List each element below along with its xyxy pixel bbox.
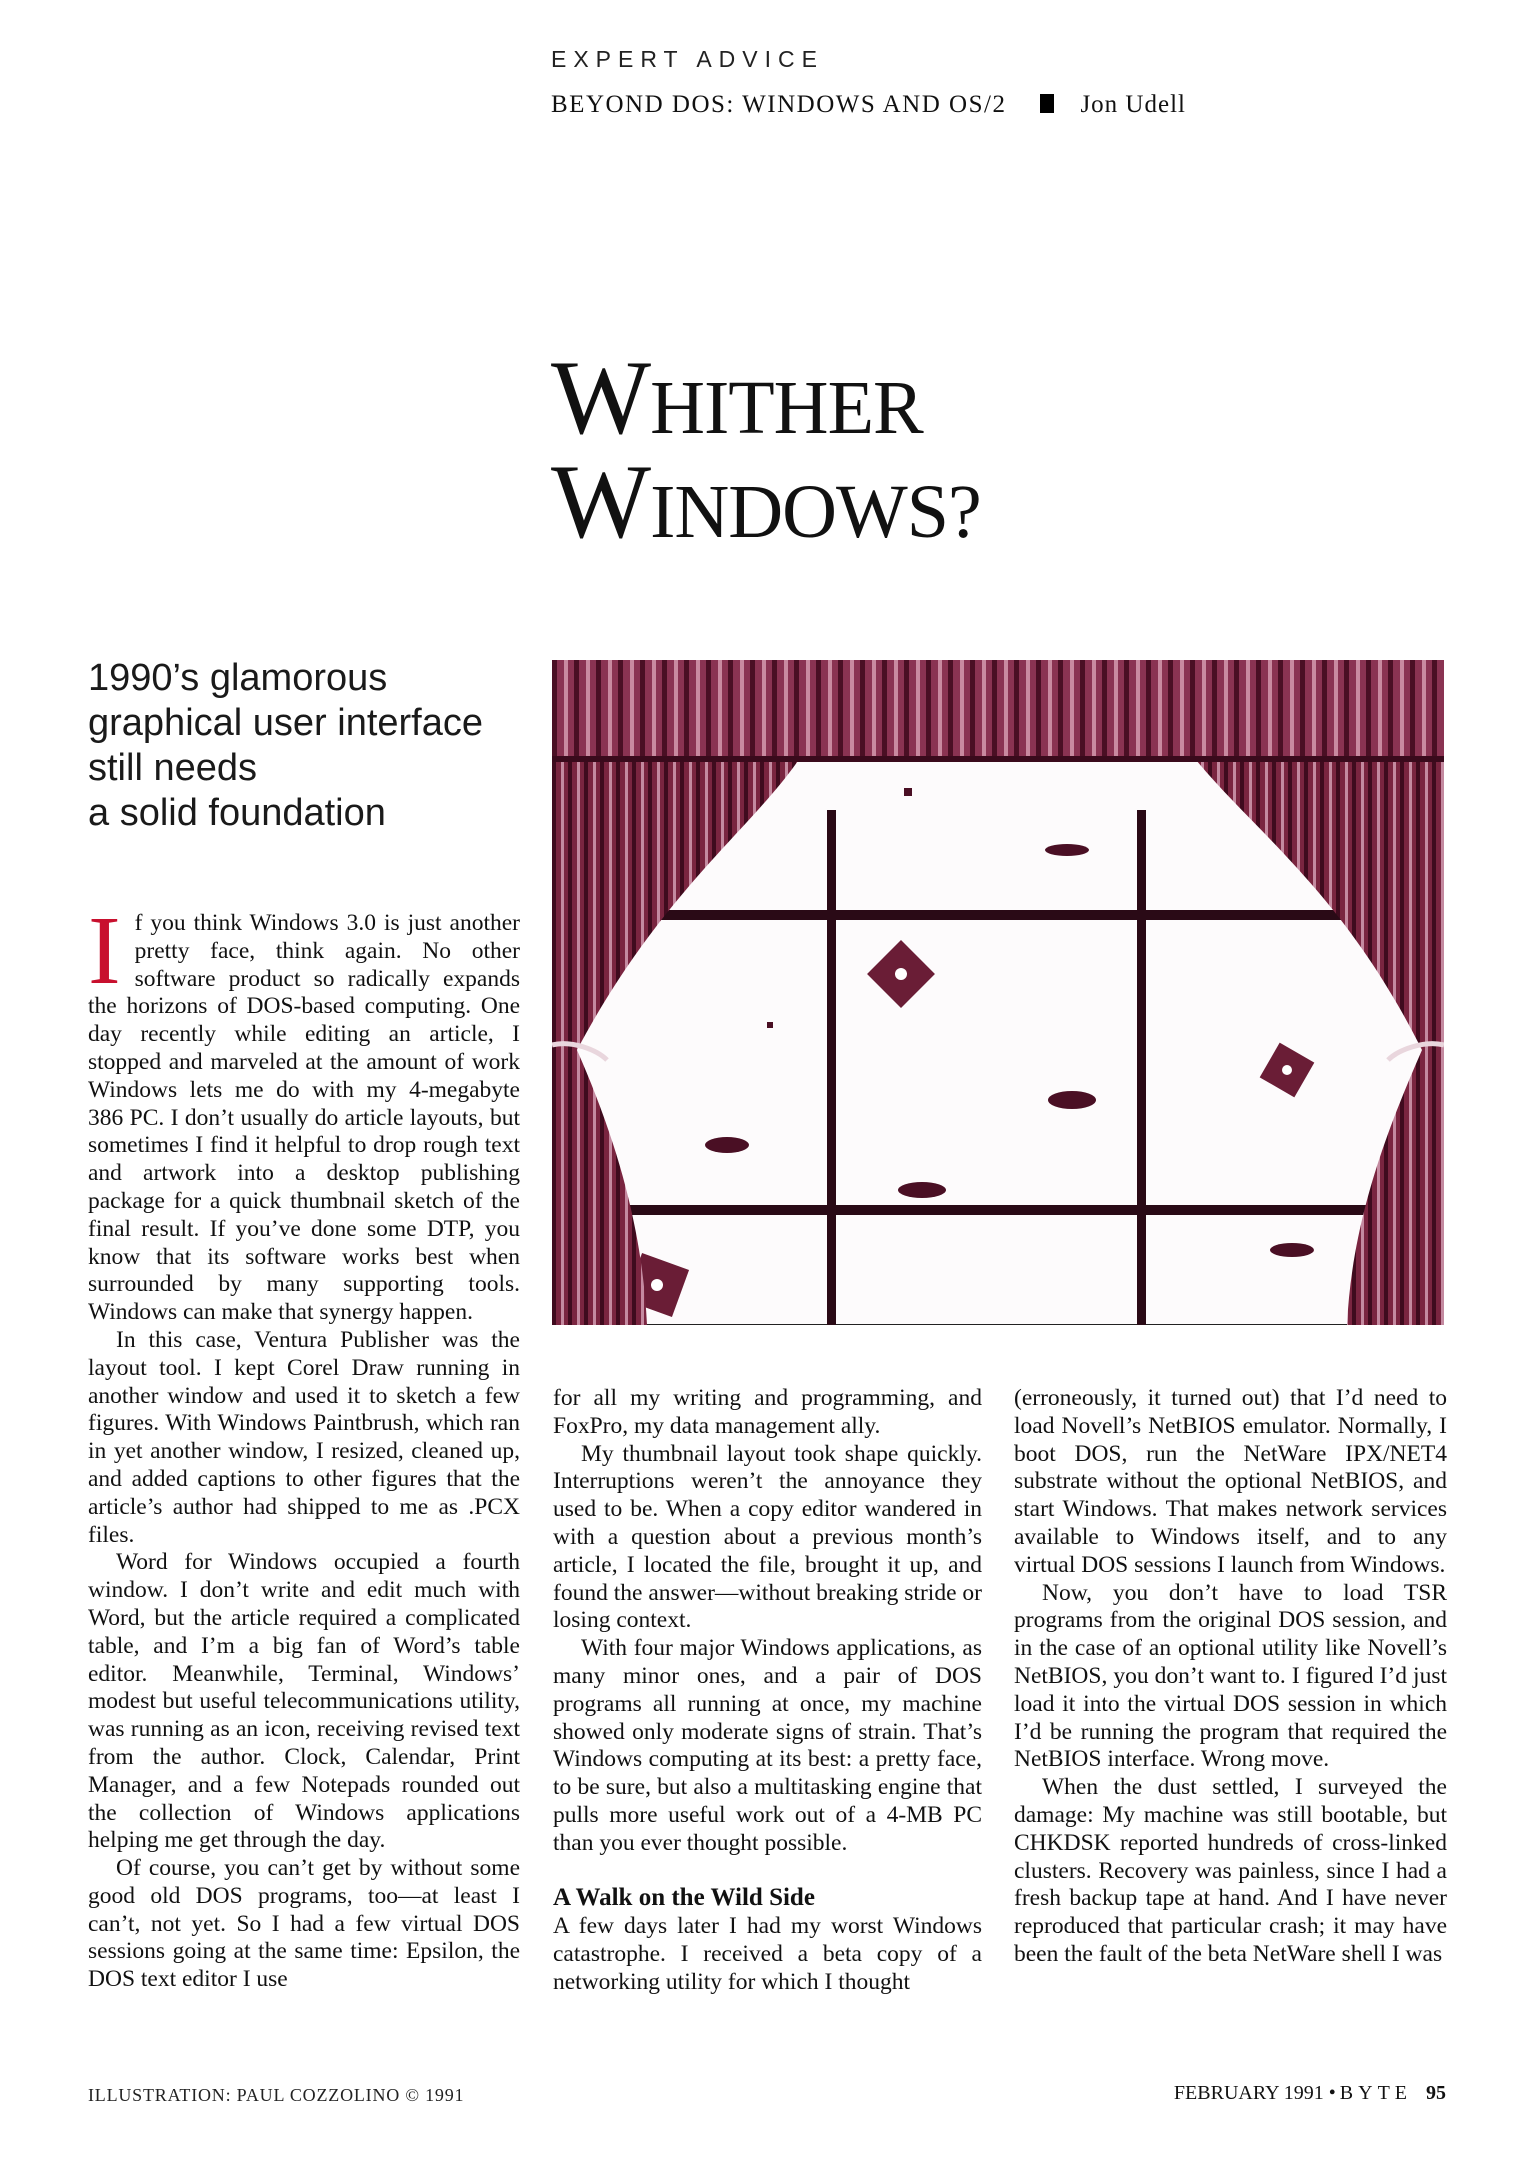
paragraph: In this case, Ventura Publisher was the layout tool. I kept Corel Draw running in another window and used it to sketch a few figures. With Windows Paintbrush, which ran in yet another window, I resized, cleaned up, and added captions to other figures that the article’s author had shipped to me as .PCX files.	[88, 1326, 520, 1548]
author-name: Jon Udell	[1080, 91, 1186, 118]
article-column-2	[553, 1385, 982, 1997]
paragraph: Of course, you can’t get by without some good old DOS programs, too—at least I can’t, not yet. So I had a few virtual DOS sessions going at the same time: Epsilon, the DOS text editor I use	[88, 1855, 520, 1993]
issue-date: FEBRUARY 1991 •	[1173, 2082, 1336, 2104]
series-title: BEYOND DOS: WINDOWS AND OS/2	[551, 91, 1007, 118]
section-subhead: A Walk on the Wild Side	[553, 1883, 815, 1911]
title-line-2: WINDOWS?	[551, 442, 981, 560]
page-folio	[1174, 2082, 1446, 2105]
page-number: 95	[1426, 2082, 1446, 2104]
paragraph: A few days later I had my worst Windows catastrophe. I received a beta copy of a networking utility for which I thought	[553, 1913, 982, 1995]
article-title	[551, 339, 981, 560]
article-column-1	[88, 897, 520, 1994]
paragraph: for all my writing and programming, and FoxPro, my data management ally.	[553, 1385, 982, 1439]
article-column-3	[1014, 1385, 1447, 1969]
title-line-1: WHITHER	[551, 339, 923, 456]
illustration-credit: ILLUSTRATION: PAUL COZZOLINO © 1991	[88, 2085, 465, 2105]
series-line	[551, 91, 1186, 119]
paragraph: Now, you don’t have to load TSR programs from the original DOS session, and in the case of an optional utility like Novell’s NetBIOS, you don’t want to. I figured I’d just load it into the virtual DOS session in which I’d be running the program that required the NetBIOS interface. Wrong move.	[1014, 1579, 1447, 1773]
square-bullet-icon	[1040, 94, 1054, 113]
paragraph: My thumbnail layout took shape quickly. Interruptions weren’t the annoyance they used to be. When a copy editor wandered in with a question about a previous month’s article, I located the file, brought it up, and found the answer—without breaking stride or losing context.	[553, 1440, 982, 1634]
paragraph: With four major Windows applications, as many minor ones, and a pair of DOS programs all running at once, my machine showed only moderate signs of strain. That’s Windows computing at its best: a pretty face, to be sure, but also a multitasking engine that pulls more useful work out of a 4-MB PC than you ever thought possible.	[553, 1635, 982, 1856]
magazine-name: BYTE	[1339, 2082, 1412, 2104]
paragraph: When the dust settled, I surveyed the damage: My machine was still bootable, but CHKDSK reported hundreds of cross-linked clusters. Recovery was painless, since I had a fresh backup tape at hand. And I have never reproduced that particular crash; it may have been the fault of the beta NetWare shell I was	[1014, 1774, 1447, 1967]
paragraph: (erroneously, it turned out) that I’d need to load Novell’s NetBIOS emulator. Normally, I boot DOS, run the NetWare IPX/NET4 substrate without the optional NetBIOS, and start Windows. That makes network services available to Windows itself, and to any virtual DOS sessions I launch from Windows.	[1014, 1385, 1447, 1578]
paragraph: If you think Windows 3.0 is just another pretty face, think again. No other software product so radically expands the horizons of DOS-based computing. One day recently while editing an article, I stopped and marveled at the amount of work Windows lets me do with my 4-megabyte 386 PC. I don’t usually do article layouts, but sometimes I find it helpful to drop rough text and artwork into a desktop publishing package for a quick thumbnail sketch of the final result. If you’ve done some DTP, you know that its software works best when surrounded by many supporting tools. Windows can make that synergy happen.	[88, 897, 520, 1326]
section-label: EXPERT ADVICE	[551, 46, 824, 72]
article-deck: 1990’s glamorous graphical user interface still needs a solid foundation	[88, 657, 483, 834]
window-curtains-illustration	[552, 660, 1444, 1325]
drop-cap: I	[88, 897, 121, 1005]
paragraph: Word for Windows occupied a fourth window. I don’t write and edit much with Word, but the article required a complicated table, and I’m a big fan of Word’s table editor. Meanwhile, Terminal, Windows’ modest but useful telecommunications utility, was running as an icon, receiving revised text from the author. Clock, Calendar, Print Manager, and a few Notepads rounded out the collection of Windows applications helping me get through the day.	[88, 1549, 520, 1854]
